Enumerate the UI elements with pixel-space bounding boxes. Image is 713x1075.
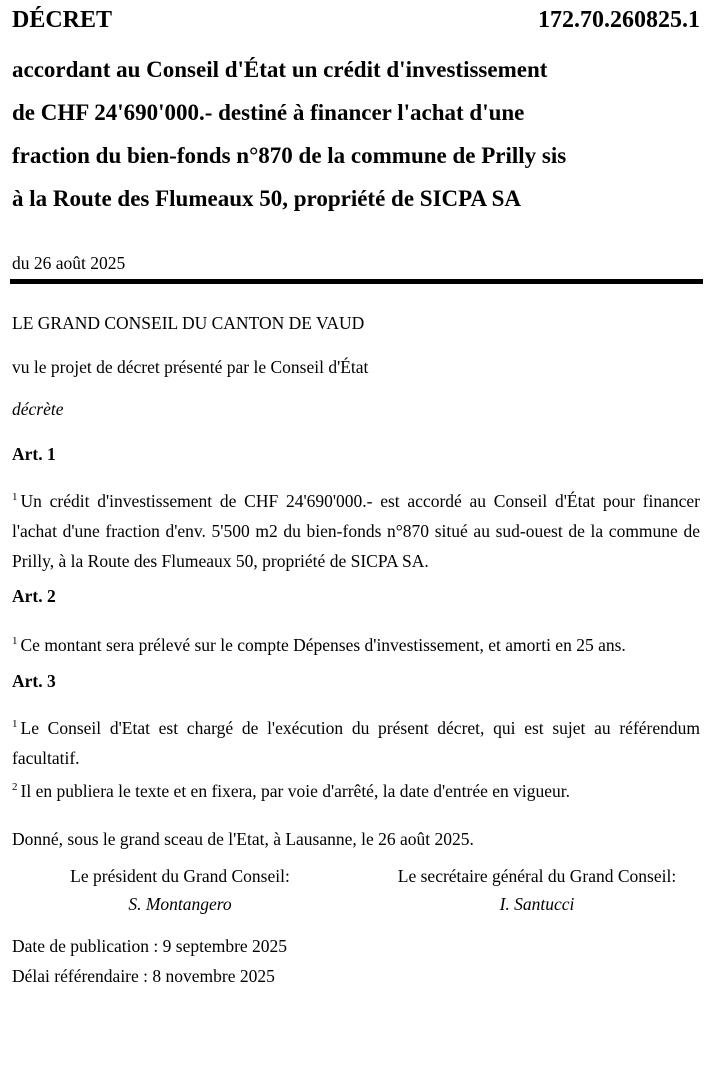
decree-title (12, 48, 700, 220)
reference-number: 172.70.260825.1 (538, 7, 700, 33)
paragraph-text: Un crédit d'investissement de CHF 24'690'000.- est accordé au Conseil d'État pour financer l'achat d'une fraction d'env. 5'500 m2 du bien-fonds n°870 situé au sud-ouest de la commune de Prilly, à la Route des Flumeaux 50, propriété de SICPA SA. (12, 491, 700, 571)
publication-date-line: Date de publication : 9 septembre 2025 (12, 936, 288, 956)
given-under-seal-line: Donné, sous le grand sceau de l'Etat, à Lausanne, le 26 août 2025. (12, 829, 474, 849)
document-header (12, 6, 700, 34)
article-1-paragraph-1 (12, 486, 700, 576)
paragraph-text: Il en publiera le texte et en fixera, par voie d'arrêté, la date d'entrée en vigueur. (20, 781, 571, 801)
considering-line: vu le projet de décret présenté par le Conseil d'État (12, 357, 369, 377)
paragraph-number: 1 (12, 491, 18, 504)
president-role-label: Le président du Grand Conseil: (70, 866, 290, 886)
article-1-heading: Art. 1 (12, 444, 56, 464)
authority-line: LE GRAND CONSEIL DU CANTON DE VAUD (12, 313, 365, 333)
enacting-word: décrète (12, 399, 64, 419)
decree-title-line-2: de CHF 24'690'000.- destiné à financer l'achat d'une (12, 100, 525, 125)
paragraph-number: 2 (12, 781, 18, 794)
article-3-heading: Art. 3 (12, 671, 56, 691)
referendum-deadline-line: Délai référendaire : 8 novembre 2025 (12, 966, 275, 986)
decree-title-line-3: fraction du bien-fonds n°870 de la commune de Prilly sis (12, 143, 567, 168)
president-signature-name: S. Montangero (128, 894, 232, 914)
paragraph-number: 1 (12, 718, 18, 731)
paragraph-number: 1 (12, 635, 18, 648)
article-3-paragraph-2 (12, 776, 700, 806)
separator-rule (10, 279, 703, 284)
footer-meta-block (12, 931, 700, 991)
secretary-signature-name: I. Santucci (499, 894, 575, 914)
decree-title-line-4: à la Route des Flumeaux 50, propriété de SICPA SA (12, 186, 521, 211)
decree-type-label: DÉCRET (12, 7, 113, 33)
paragraph-text: Le Conseil d'Etat est chargé de l'exécution du présent décret, qui est sujet au référendum facultatif. (12, 718, 700, 768)
article-3-paragraph-1 (12, 713, 700, 773)
article-2-paragraph-1 (12, 630, 700, 660)
signatory-roles-row (12, 861, 700, 891)
secretary-role-label: Le secrétaire général du Grand Conseil: (397, 866, 677, 886)
signatory-names-row (12, 892, 700, 916)
article-2-heading: Art. 2 (12, 586, 56, 606)
paragraph-text: Ce montant sera prélevé sur le compte Dépenses d'investissement, et amorti en 25 ans. (20, 635, 626, 655)
decree-title-line-1: accordant au Conseil d'État un crédit d'investissement (12, 57, 548, 82)
decree-date-line: du 26 août 2025 (12, 253, 126, 273)
